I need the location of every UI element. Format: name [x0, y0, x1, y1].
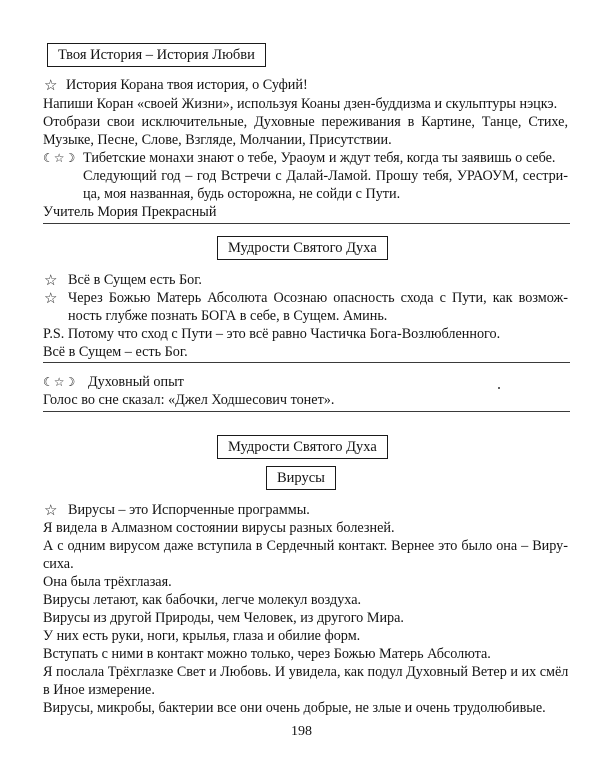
subheading-viruses: Вирусы	[266, 466, 336, 490]
text-line: Вирусы летают, как бабочки, легче молекул воздуха.	[43, 592, 362, 608]
text-line: Музыке, Песне, Слове, Взгляде, Молчании, Присутствии.	[43, 132, 392, 148]
text-line: Всё в Сущем есть Бог.	[68, 272, 202, 288]
text-line: сиха.	[43, 556, 74, 572]
star-crescent-icon: ☾☆☽	[43, 375, 76, 389]
star-icon: ☆	[44, 76, 58, 94]
star-icon: ☆	[44, 271, 58, 289]
divider	[43, 362, 570, 363]
star-icon: ☆	[44, 289, 58, 307]
text-line: Я видела в Алмазном состоянии вирусы разных болезней.	[43, 520, 395, 536]
page-number: 198	[291, 724, 312, 739]
text-line: История Корана твоя история, о Суфий!	[66, 77, 308, 93]
section-heading-love-story: Твоя История – История Любви	[47, 43, 266, 67]
divider	[43, 411, 570, 412]
text-line: Вступать с ними в контакт можно только, через Божью Матерь Абсолюта.	[43, 646, 491, 662]
text-line: Отобрази свои исключительные, Духовные переживания в Картине, Танце, Стихе,	[43, 114, 568, 130]
text-line: Через Божью Матерь Абсолюта Осознаю опасность схода с Пути, как возмож-	[68, 290, 568, 306]
text-line: P.S. Потому что сход с Пути – это всё равно Частичка Бога-Возлюбленного.	[43, 326, 501, 342]
text-line: Она была трёхглазая.	[43, 574, 172, 590]
star-icon: ☆	[44, 501, 58, 519]
text-line: Вирусы, микробы, бактерии все они очень добрые, не злые и очень трудолюбивые.	[43, 700, 546, 716]
text-line: ца, моя названная, будь осторожна, не сойди с Пути.	[83, 186, 401, 202]
signature-line: Учитель Мория Прекрасный	[43, 204, 217, 220]
text-line: Голос во сне сказал: «Джел Ходшесович тонет».	[43, 392, 335, 408]
section-heading-wisdom: Мудрости Святого Духа	[217, 236, 388, 260]
text-line: ность глубже познать БОГА в себе, в Сущем. Аминь.	[68, 308, 388, 324]
text-line: Я послала Трёхглазке Свет и Любовь. И увидела, как подул Духовный Ветер и их смёл	[43, 664, 569, 680]
text-line: Следующий год – год Встречи с Далай-Ламой. Прошу тебя, УРАОУМ, сестри-	[83, 168, 568, 184]
text-line: А с одним вирусом даже вступила в Сердечный контакт. Вернее это было она – Виру-	[43, 538, 568, 554]
divider	[43, 223, 570, 224]
section-heading-wisdom: Мудрости Святого Духа	[217, 435, 388, 459]
text-line: Всё в Сущем – есть Бог.	[43, 344, 188, 360]
text-line: У них есть руки, ноги, крылья, глаза и обилие форм.	[43, 628, 361, 644]
text-line: Вирусы – это Испорченные программы.	[68, 502, 310, 518]
text-line: Напиши Коран «своей Жизни», используя Коаны дзен-буддизма и скульптуры нэцкэ.	[43, 96, 558, 112]
text-line: Духовный опыт	[88, 374, 184, 390]
text-line: Вирусы из другой Природы, чем Человек, из другого Мира.	[43, 610, 404, 626]
speck	[498, 387, 500, 389]
text-line: в Иное измерение.	[43, 682, 155, 698]
text-line: Тибетские монахи знают о тебе, Ураоум и ждут тебя, когда ты заявишь о себе.	[83, 150, 556, 166]
star-crescent-icon: ☾☆☽	[43, 151, 76, 165]
